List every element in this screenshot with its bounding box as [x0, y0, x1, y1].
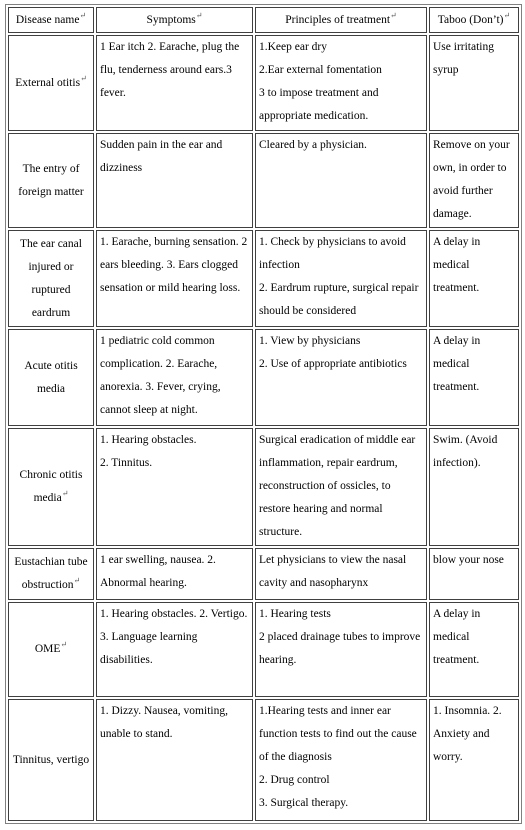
table-row — [8, 329, 519, 426]
disease-name-cell — [8, 428, 94, 546]
symptoms-cell — [96, 699, 253, 821]
symptoms-cell — [96, 35, 253, 131]
paragraph-mark: ↵ — [80, 73, 87, 83]
table-row — [8, 548, 519, 600]
treatment-line: 2. Use of appropriate antibiotics — [259, 358, 407, 370]
table-row — [8, 35, 519, 131]
disease-name: Chronic otitis media — [19, 469, 83, 504]
table-row — [8, 699, 519, 821]
treatment-line: 1.Keep ear dry — [259, 41, 328, 53]
header-row — [8, 7, 519, 33]
taboo-line: blow your nose — [433, 554, 504, 566]
table-row — [8, 602, 519, 697]
treatment-line: 3 to impose treatment and appropriate medication. — [259, 87, 379, 122]
treatment-line: 2 placed drainage tubes to improve hearing. — [259, 631, 421, 666]
header-treatment: Principles of treatment↵ — [255, 7, 427, 33]
treatment-line: Cleared by a physician. — [259, 139, 367, 151]
paragraph-mark: ↵ — [61, 489, 69, 499]
table-row — [8, 133, 519, 228]
disease-name: The entry of foreign matter — [18, 162, 84, 198]
disease-name-cell — [8, 35, 94, 131]
disease-name-cell — [8, 329, 94, 426]
taboo-cell — [429, 548, 519, 600]
table-row — [8, 428, 519, 546]
disease-name-cell — [8, 230, 94, 327]
taboo-line: A delay in medical treatment. — [433, 608, 481, 666]
treatment-cell — [255, 329, 427, 426]
taboo-line: 1. Insomnia. 2. Anxiety and worry. — [433, 705, 502, 763]
treatment-line: Let physicians to view the nasal cavity and nasopharynx — [259, 554, 407, 589]
disease-name-cell — [8, 548, 94, 600]
treatment-line: 3. Surgical therapy. — [259, 797, 349, 809]
disease-name-cell — [8, 699, 94, 821]
taboo-line: A delay in medical treatment. — [433, 236, 481, 294]
symptoms-line: 1 ear swelling, nausea. 2. Abnormal hearing. — [100, 554, 216, 589]
taboo-cell — [429, 428, 519, 546]
taboo-line: Use irritating syrup — [433, 41, 494, 76]
treatment-cell — [255, 428, 427, 546]
header-disease: Disease name↵ — [8, 7, 94, 33]
taboo-cell — [429, 133, 519, 228]
symptoms-line: 1 pediatric cold common complication. 2. Earache, anorexia. 3. Fever, crying, cannot sleep at night. — [100, 335, 221, 416]
symptoms-cell — [96, 548, 253, 600]
symptoms-line: 2. Tinnitus. — [100, 457, 153, 469]
treatment-line: 1. Check by physicians to avoid infection — [259, 236, 406, 271]
symptoms-line: 1. Earache, burning sensation. 2 ears bleeding. 3. Ears clogged sensation or mild hearing loss. — [100, 236, 248, 294]
treatment-line: 1. Hearing tests — [259, 608, 331, 620]
symptoms-cell — [96, 428, 253, 546]
taboo-line: Swim. (Avoid infection). — [433, 434, 498, 469]
paragraph-mark: ↵ — [73, 576, 81, 586]
symptoms-line: Sudden pain in the ear and dizziness — [100, 139, 223, 174]
taboo-line: A delay in medical treatment. — [433, 335, 481, 393]
disease-table — [5, 4, 522, 824]
header-symptoms: Symptoms↵ — [96, 7, 253, 33]
treatment-cell — [255, 230, 427, 327]
symptoms-cell — [96, 329, 253, 426]
treatment-line: 2.Ear external fomentation — [259, 64, 382, 76]
symptoms-line: 1. Hearing obstacles. 2. Vertigo. 3. Language learning disabilities. — [100, 608, 248, 666]
treatment-cell — [255, 35, 427, 131]
table-row — [8, 230, 519, 327]
treatment-line: Surgical eradication of middle ear inflammation, repair eardrum, reconstruction of ossicles, to restore hearing and normal structure. — [259, 434, 416, 538]
treatment-line: 1. View by physicians — [259, 335, 361, 347]
taboo-cell — [429, 329, 519, 426]
treatment-line: 2. Eardrum rupture, surgical repair should be considered — [259, 282, 419, 317]
taboo-cell — [429, 230, 519, 327]
symptoms-cell — [96, 602, 253, 697]
treatment-cell — [255, 548, 427, 600]
treatment-line: 1.Hearing tests and inner ear function tests to find out the cause of the diagnosis — [259, 705, 417, 763]
treatment-line: 2. Drug control — [259, 774, 330, 786]
treatment-cell — [255, 133, 427, 228]
disease-name-cell — [8, 133, 94, 228]
disease-name-cell — [8, 602, 94, 697]
taboo-cell — [429, 35, 519, 131]
disease-name: Acute otitis media — [24, 359, 78, 395]
treatment-cell — [255, 602, 427, 697]
disease-name: OME — [34, 643, 61, 655]
disease-name: Tinnitus, vertigo — [12, 753, 90, 766]
disease-name: External otitis — [15, 76, 81, 89]
symptoms-line: 1. Hearing obstacles. — [100, 434, 197, 446]
taboo-cell — [429, 699, 519, 821]
taboo-cell — [429, 602, 519, 697]
treatment-cell — [255, 699, 427, 821]
symptoms-cell — [96, 133, 253, 228]
disease-name: The ear canal injured or ruptured eardrum — [20, 237, 82, 319]
symptoms-cell — [96, 230, 253, 327]
header-taboo: Taboo (Don’t)↵ — [429, 7, 519, 33]
paragraph-mark: ↵ — [60, 640, 68, 650]
disease-name: Eustachian tube obstruction — [14, 556, 88, 591]
symptoms-line: 1 Ear itch 2. Earache, plug the flu, tenderness around ears.3 fever. — [100, 41, 240, 99]
symptoms-line: 1. Dizzy. Nausea, vomiting, unable to stand. — [100, 705, 228, 740]
taboo-line: Remove on your own, in order to avoid further damage. — [433, 139, 510, 220]
